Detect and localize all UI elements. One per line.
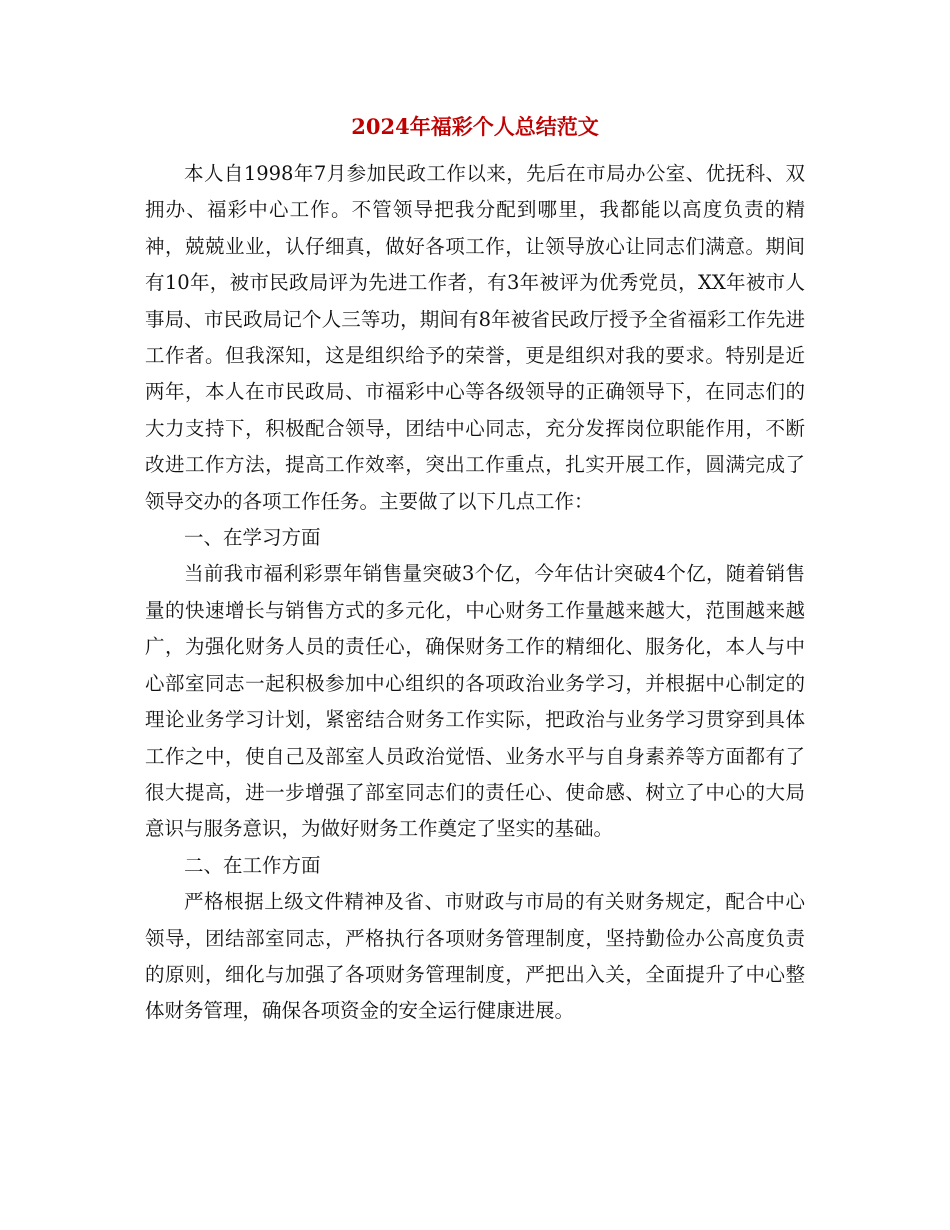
document-body [145, 156, 805, 1030]
section-heading-study: 一、在学习方面 [184, 526, 321, 550]
work-paragraph: 严格根据上级文件精神及省、市财政与市局的有关财务规定，配合中心领导，团结部室同志，严格执行各项财务管理制度，坚持勤俭办公高度负责的原则，细化与加强了各项财务管理制度，严把出入关，全面提升了中心整体财务管理，确保各项资金的安全运行健康进展。 [145, 890, 805, 1023]
intro-paragraph: 本人自1998年7月参加民政工作以来，先后在市局办公室、优抚科、双拥办、福彩中心工作。不管领导把我分配到哪里，我都能以高度负责的精神，兢兢业业，认仔细真，做好各项工作，让领导放心让同志们满意。期间有10年，被市民政局评为先进工作者，有3年被评为优秀党员，XX年被市人事局、市民政局记个人三等功，期间有8年被省民政厅授予全省福彩工作先进工作者。但我深知，这是组织给予的荣誉，更是组织对我的要求。特别是近两年，本人在市民政局、市福彩中心等各级领导的正确领导下，在同志们的大力支持下，积极配合领导，团结中心同志，充分发挥岗位职能作用，不断改进工作方法，提高工作效率，突出工作重点，扎实开展工作，圆满完成了领导交办的各项工作任务。主要做了以下几点工作： [145, 162, 805, 513]
study-paragraph: 当前我市福利彩票年销售量突破3个亿，今年估计突破4个亿，随着销售量的快速增长与销售方式的多元化，中心财务工作量越来越大，范围越来越广，为强化财务人员的责任心，确保财务工作的精细化、服务化，本人与中心部室同志一起积极参加中心组织的各项政治业务学习，并根据中心制定的理论业务学习计划，紧密结合财务工作实际，把政治与业务学习贯穿到具体工作之中，使自己及部室人员政治觉悟、业务水平与自身素养等方面都有了很大提高，进一步增强了部室同志们的责任心、使命感、树立了中心的大局意识与服务意识，为做好财务工作奠定了坚实的基础。 [145, 562, 805, 841]
document-title: 2024年福彩个人总结范文 [351, 114, 599, 139]
section-heading-work: 二、在工作方面 [184, 853, 321, 877]
